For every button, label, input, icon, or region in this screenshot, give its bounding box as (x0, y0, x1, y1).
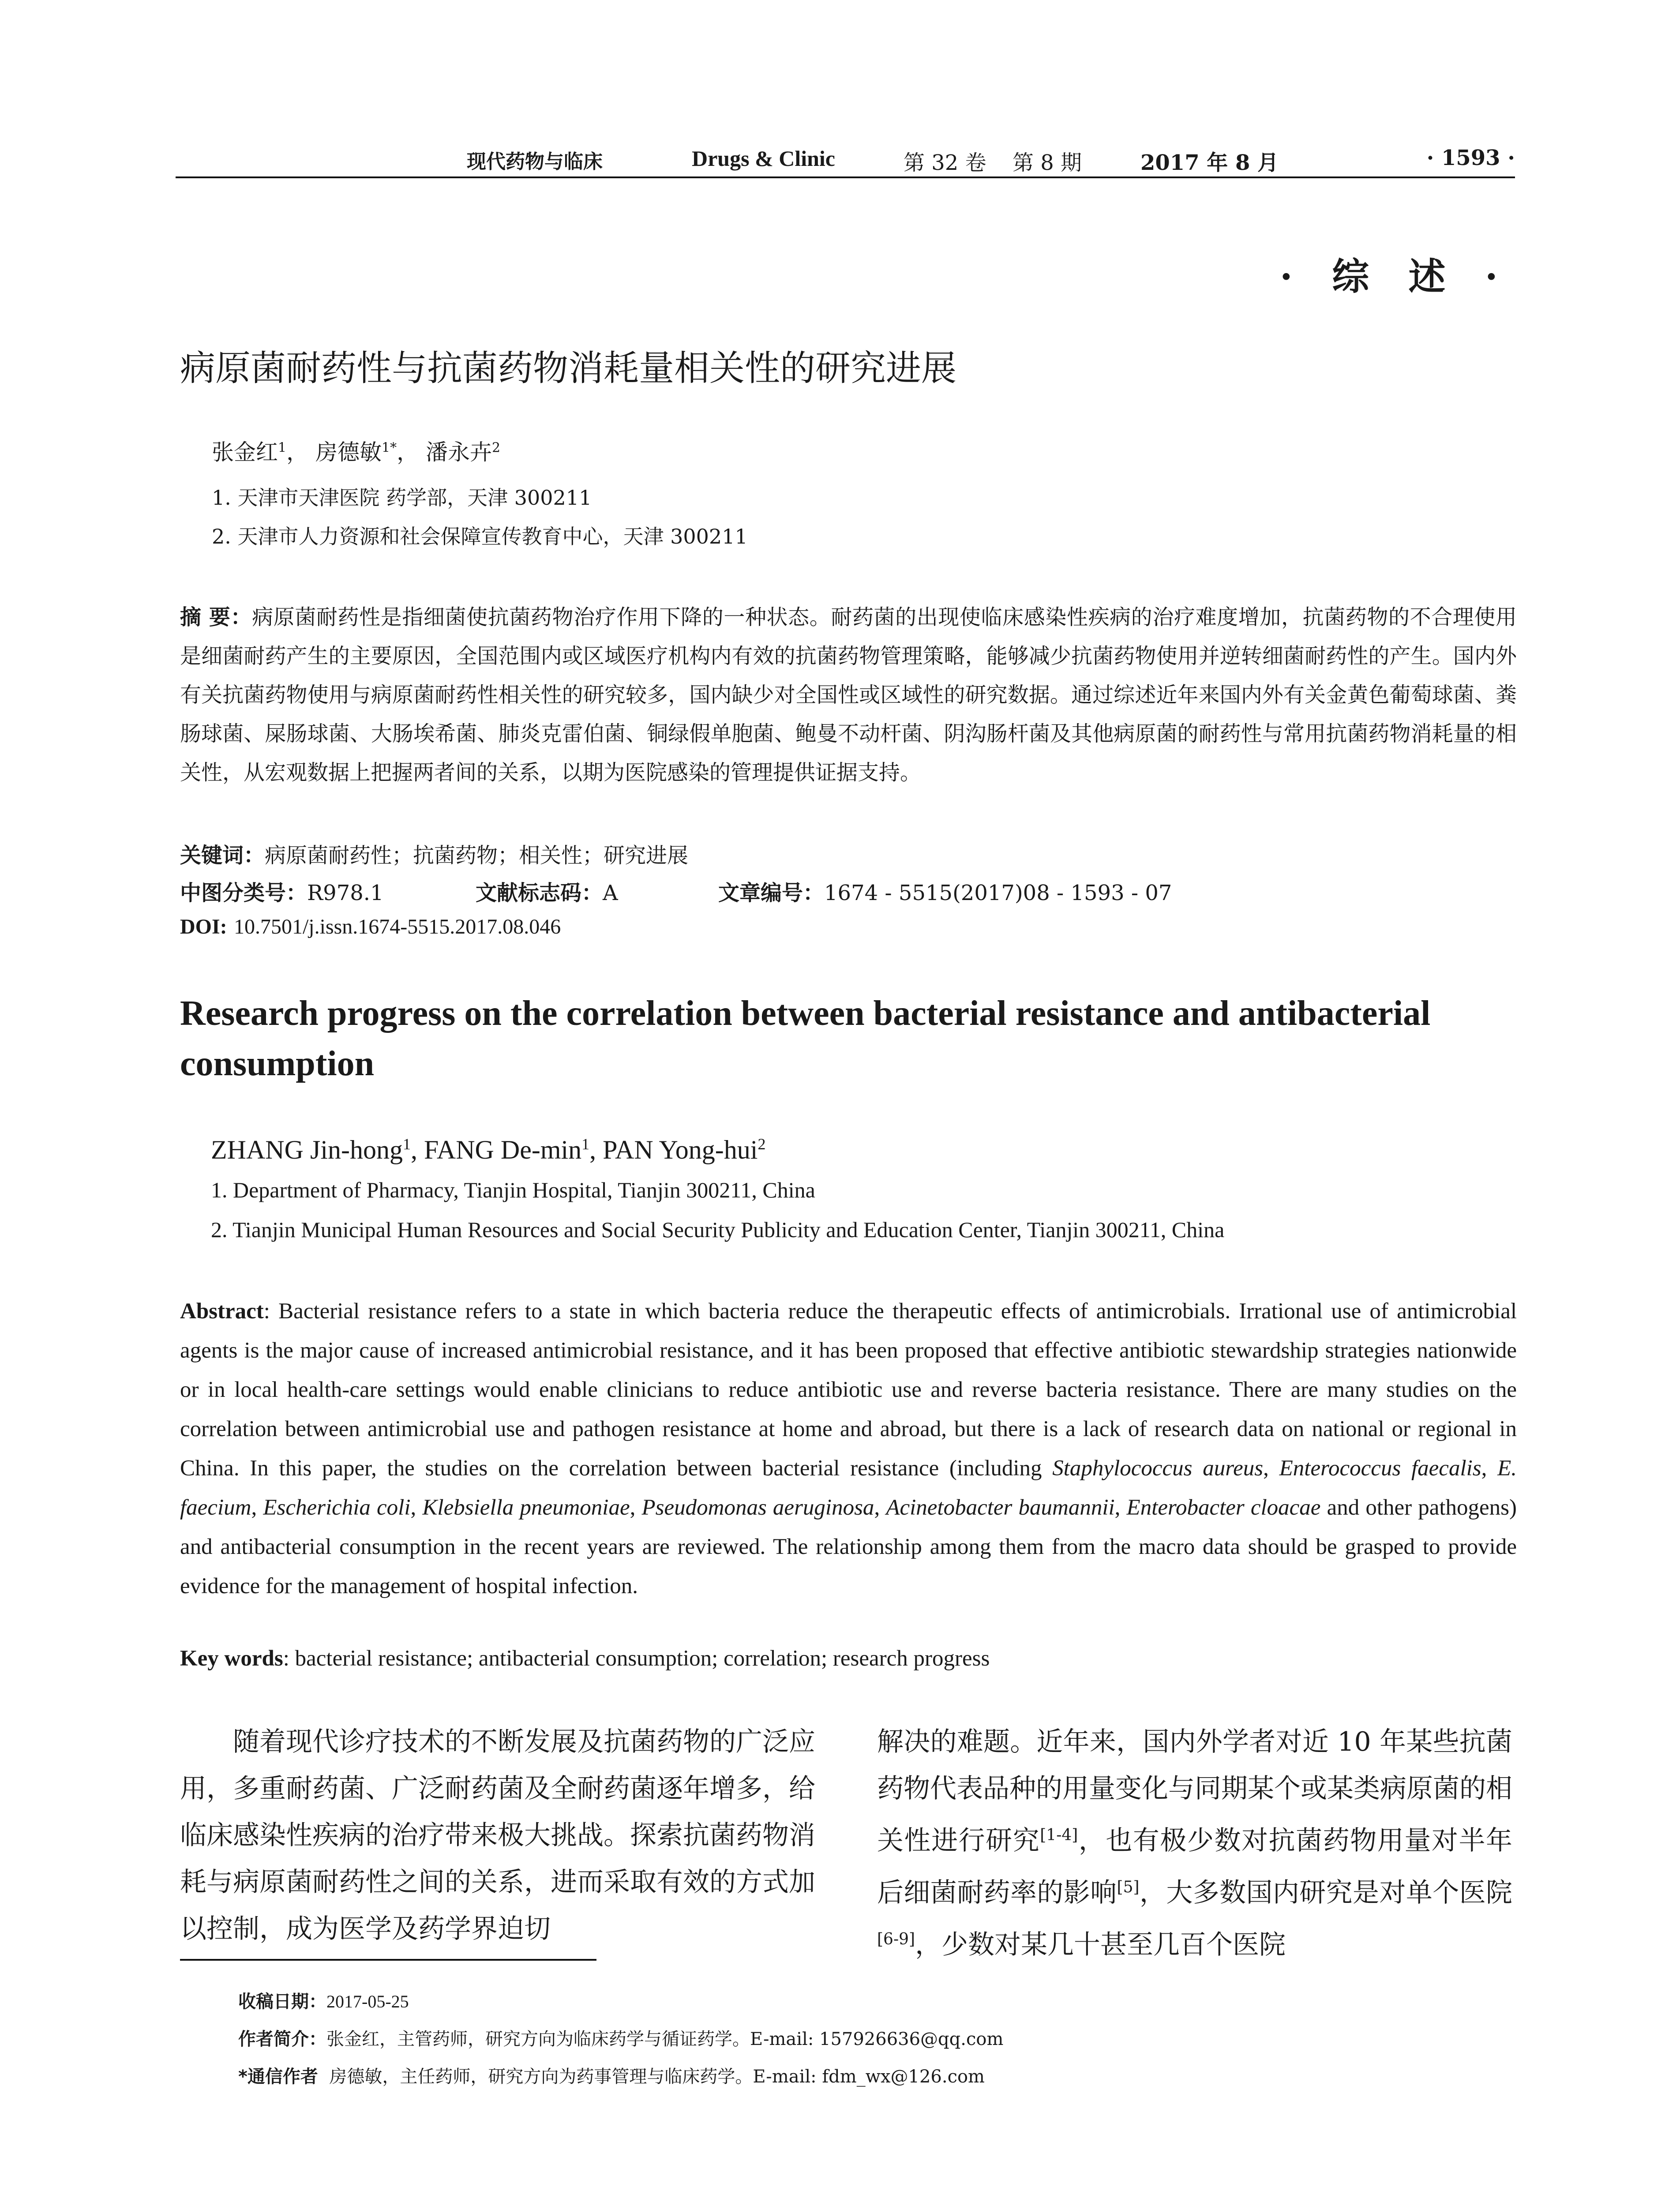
body-column-right (877, 1718, 1512, 1968)
doi-value[interactable]: 10.7501/j.issn.1674-5515.2017.08.046 (233, 915, 561, 938)
abstract-en: Abstract: Bacterial resistance refers to a state in which bacteria reduce the therapeutic effects of antimicrobials. Irrational use of antimicrobial agents is the major cause of increased antimicrobial resistance, and it has been proposed that effective antibiotic stewardship strategies nationwide or in local health-care settings would enable clinicians to reduce antibiotic use and reverse bacteria resistance. There are many studies on the correlation between antimicrobial use and pathogen resistance at home and abroad, but there is a lack of research data on national or regional in China. In this paper, the studies on the correlation between bacterial resistance (including Staphylococcus aureus, Enterococcus faecalis, E. faecium, Escherichia coli, Klebsiella pneumoniae, Pseudomonas aeruginosa, Acinetobacter baumannii, Enterobacter cloacae and other pathogens) and antibacterial consumption in the recent years are reviewed. The relationship among them from the macro data should be grasped to provide evidence for the management of hospital infection. (180, 1299, 1517, 1598)
article-number-label: 文章编号： (718, 881, 825, 905)
section-label: · 综 述 · (1279, 255, 1511, 298)
author-name: FANG De-min (424, 1135, 582, 1164)
abstract-text-cn: 病原菌耐药性是指细菌使抗菌药物治疗作用下降的一种状态。耐药菌的出现使临床感染性疾病的治疗难度增加，抗菌药物的不合理使用是细菌耐药产生的主要原因，全国范围内或区域医疗机构内有效的抗菌药物管理策略，能够减少抗菌药物使用并逆转细菌耐药性的产生。国内外有关抗菌药物使用与病原菌耐药性相关性的研究较多，国内缺少对全国性或区域性的研究数据。通过综述近年来国内外有关金黄色葡萄球菌、粪肠球菌、屎肠球菌、大肠埃希菌、肺炎克雷伯菌、铜绿假单胞菌、鲍曼不动杆菌、阴沟肠杆菌及其他病原菌的耐药性与常用抗菌药物消耗量的相关性，从宏观数据上把握两者间的关系，以期为医院感染的管理提供证据支持。 (180, 605, 1517, 785)
author-affiliation-mark: 2 (492, 440, 501, 456)
journal-name-cn: 现代药物与临床 (467, 150, 603, 173)
received-date: 2017-05-25 (326, 1992, 409, 2011)
author-info-label: 作者简介： (238, 2029, 326, 2049)
doi (180, 914, 561, 939)
species-name: Enterobacter cloacae (1126, 1495, 1321, 1520)
author-name: ZHANG Jin-hong (211, 1135, 403, 1164)
publication-date: 2017 年 8 月 (1140, 150, 1279, 175)
corresponding-text: 房德敏，主任药师，研究方向为药事管理与临床药学。E-mail: fdm_wx@126.com (329, 2067, 985, 2087)
keywords-text-cn: 病原菌耐药性；抗菌药物；相关性；研究进展 (265, 843, 689, 868)
species-name: Klebsiella pneumoniae (422, 1495, 630, 1520)
species-name: Pseudomonas aeruginosa (641, 1495, 874, 1520)
header-rule (176, 176, 1515, 178)
affiliation-en: 1. Department of Pharmacy, Tianjin Hospital, Tianjin 300211, China (211, 1178, 815, 1202)
affiliation-cn: 2. 天津市人力资源和社会保障宣传教育中心，天津 300211 (212, 525, 748, 548)
reference-citation[interactable]: [1-4] (1040, 1826, 1078, 1844)
affiliation-en: 2. Tianjin Municipal Human Resources and Social Security Publicity and Education Center, Tianjin 300211, China (211, 1217, 1225, 1242)
species-name: Acinetobacter baumannii (886, 1495, 1115, 1520)
article-number-value: 1674 - 5515(2017)08 - 1593 - 07 (824, 881, 1172, 905)
classification-row (180, 876, 1517, 906)
volume-number: 第 32 卷 (904, 150, 986, 175)
author-affiliation-mark: 1 (581, 1135, 590, 1153)
footnote-rule (180, 1959, 596, 1961)
author-list-en: ZHANG Jin-hong$^1$, FANG $De-\min^1$, PAN Yong-hui$^2$ (211, 1135, 766, 1164)
body-text: ，大多数国内研究是对单个医院 (1139, 1877, 1513, 1908)
doi-label: DOI: (180, 915, 227, 938)
keywords-cn (180, 838, 688, 869)
abstract-text-en-part2: and other pathogens) and antibacterial consumption in the recent years are reviewed. The relationship among them from the macro data should be grasped to provide evidence for the management of hospital infection. (180, 1495, 1517, 1598)
keywords-en (180, 1646, 990, 1671)
footnote-corresponding-author (238, 2063, 985, 2088)
author-affiliation-mark: 2 (758, 1135, 766, 1153)
body-text: 解决的难题。近年来，国内外学者对近 10 年某些抗菌药物代表品种的用量变化与同期某个或某类病原菌的相关性进行研究 (877, 1726, 1512, 1856)
doc-code-label: 文献标志码： (476, 881, 603, 905)
clc-label: 中图分类号： (180, 881, 308, 905)
keywords-label-en: Key words (180, 1646, 283, 1671)
footnote-received (238, 1988, 409, 2013)
species-name: Staphylococcus aureus (1052, 1456, 1264, 1481)
author-affiliation-mark: 1 (402, 1135, 411, 1153)
footnote-author-info (238, 2025, 1003, 2050)
abstract-label-en: Abstract (180, 1299, 264, 1324)
reference-citation[interactable]: [6-9] (877, 1930, 915, 1948)
author-name: PAN Yong-hui (603, 1135, 758, 1164)
article-title-en: Research progress on the correlation between bacterial resistance and antibacterial consumption (180, 994, 1431, 1083)
reference-citation[interactable]: [5] (1117, 1878, 1140, 1896)
abstract-text-en-part1: : Bacterial resistance refers to a state in which bacteria reduce the therapeutic effects of antimicrobials. Irrational use of antimicrobial agents is the major cause of increased antimicrobial resistance, and it has been proposed that effective antibiotic stewardship strategies nationwide or in local health-care settings would enable clinicians to reduce antibiotic use and reverse bacteria resistance. There are many studies on the correlation between antimicrobial use and pathogen resistance at home and abroad, but there is a lack of research data on national or regional in China. In this paper, the studies on the correlation between bacterial resistance (including (180, 1299, 1517, 1481)
author-affiliation-mark: 1* (382, 440, 397, 456)
author-name: 潘永卉 (426, 439, 492, 465)
clc-value: R978.1 (307, 881, 384, 905)
author-list-cn: 张金红$^1$， 房德敏$^{1*}$， 潘永卉$^2$ (212, 439, 501, 465)
species-name: Enterococcus faecalis (1279, 1456, 1481, 1481)
abstract-label-cn: 摘 要： (180, 605, 252, 630)
doc-code-value: A (603, 881, 618, 905)
keywords-label-cn: 关键词： (180, 843, 265, 868)
corresponding-label: *通信作者 (238, 2067, 318, 2087)
species-name: E. faecium (180, 1456, 1517, 1520)
affiliation-cn: 1. 天津市天津医院 药学部，天津 300211 (212, 486, 592, 510)
article-title-cn: 病原菌耐药性与抗菌药物消耗量相关性的研究进展 (180, 348, 956, 389)
body-column-left: 随着现代诊疗技术的不断发展及抗菌药物的广泛应用，多重耐药菌、广泛耐药菌及全耐药菌逐年增多，给临床感染性疾病的治疗带来极大挑战。探索抗菌药物消耗与病原菌耐药性之间的关系，进而采取有效的方式加以控制，成为医学及药学界迫切 (180, 1726, 815, 1944)
body-text: ，也有极少数对抗菌药物用量对半年后细菌耐药率的影响 (877, 1825, 1513, 1908)
author-affiliation-mark: 1 (278, 440, 287, 456)
received-label: 收稿日期： (238, 1992, 326, 2012)
author-name: 张金红 (212, 439, 278, 465)
body-text: ，少数对某几十甚至几百个医院 (915, 1929, 1286, 1960)
page-number: · 1593 · (1426, 146, 1515, 170)
author-info-text: 张金红，主管药师，研究方向为临床药学与循证药学。E-mail: 157926636@qq.com (326, 2029, 1004, 2049)
keywords-text-en: : bacterial resistance; antibacterial consumption; correlation; research progress (283, 1646, 990, 1671)
abstract-cn (180, 598, 1517, 792)
author-name: 房德敏 (315, 439, 382, 465)
journal-name-en: Drugs & Clinic (692, 146, 835, 171)
species-name: Escherichia coli (263, 1495, 411, 1520)
issue-number: 第 8 期 (1012, 150, 1082, 175)
